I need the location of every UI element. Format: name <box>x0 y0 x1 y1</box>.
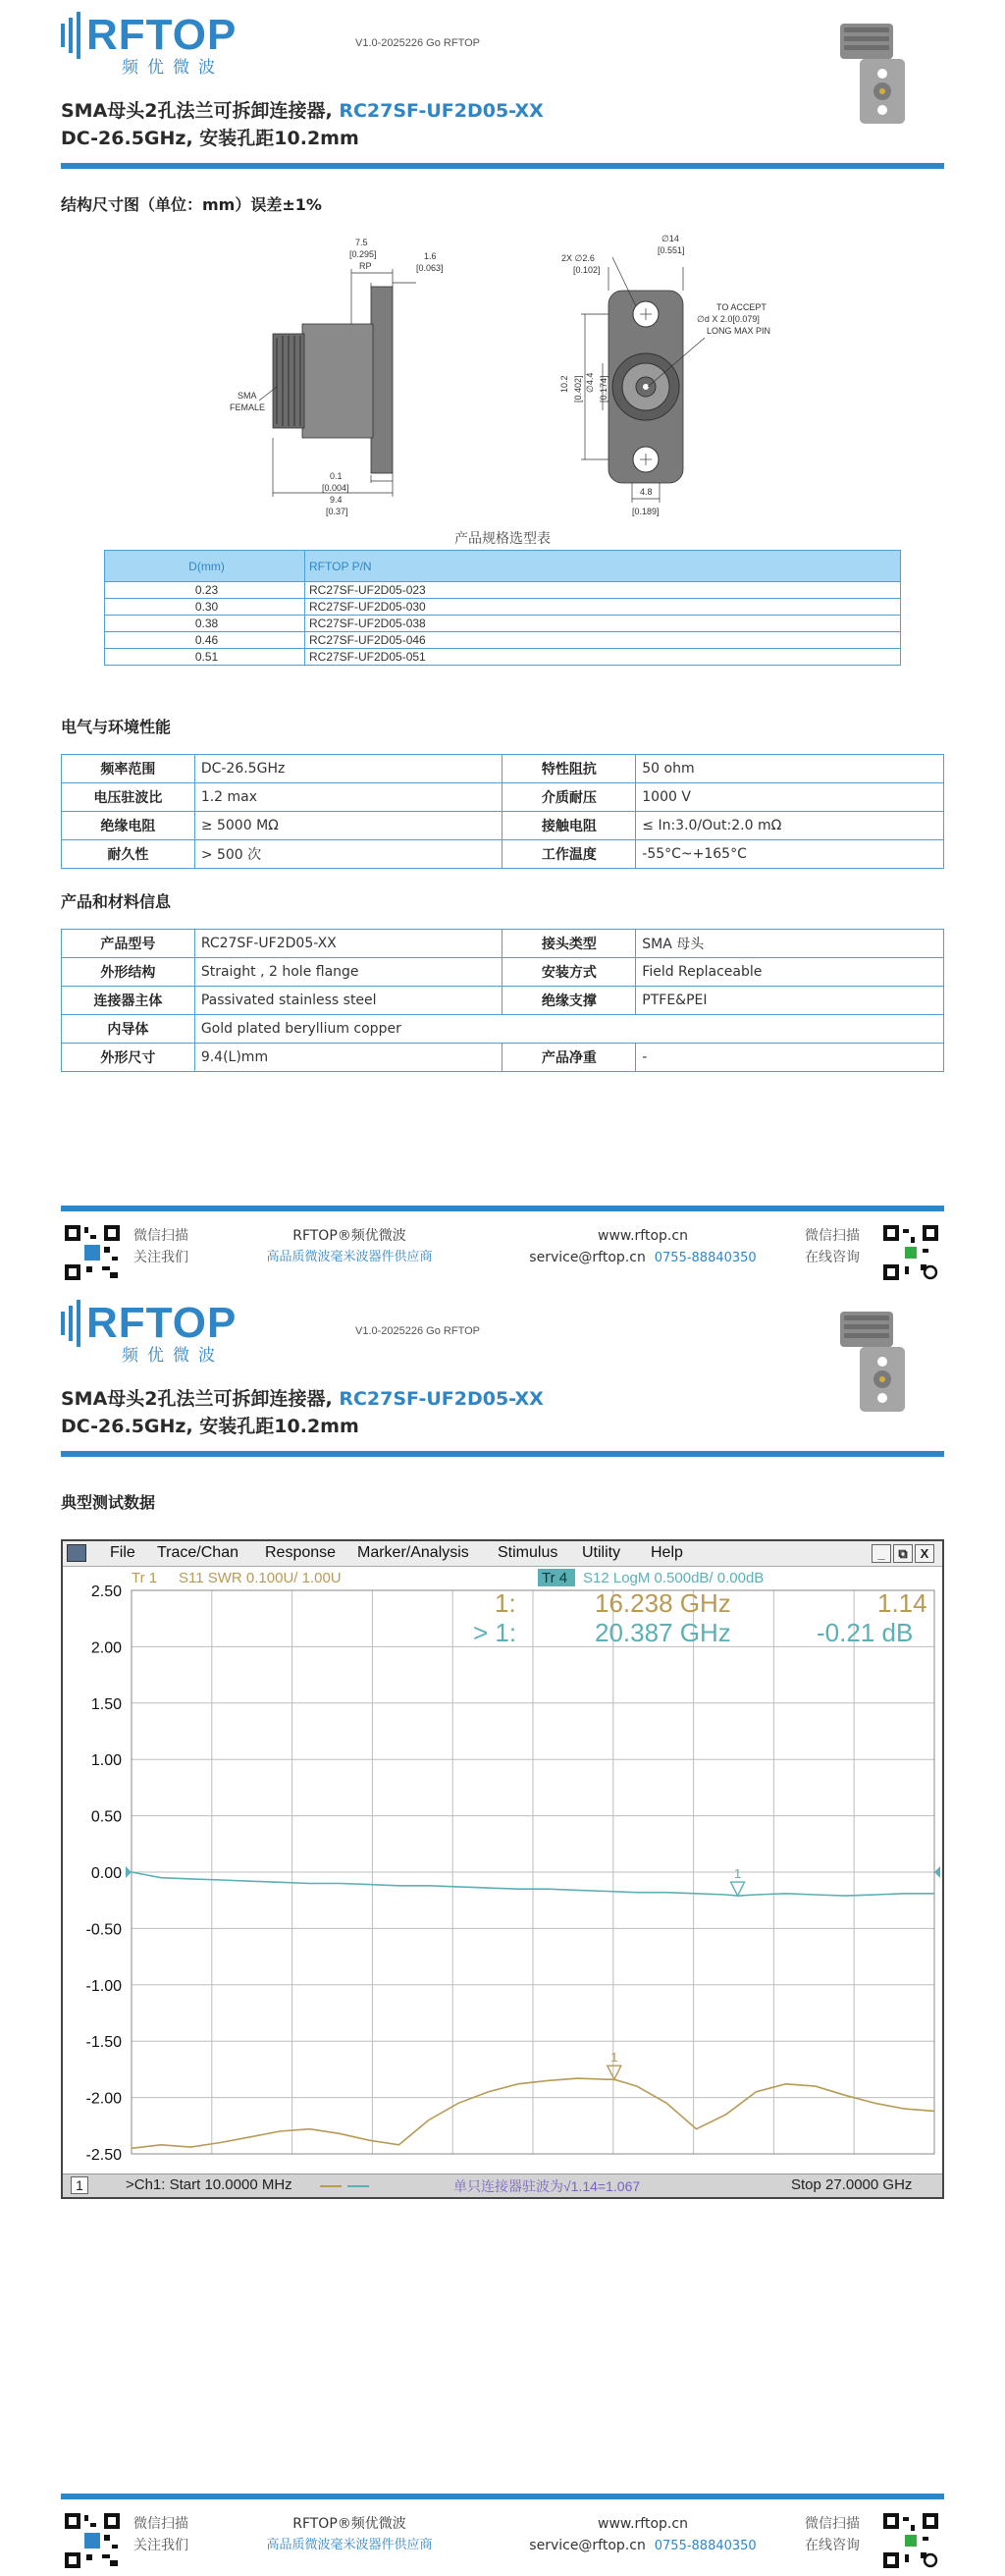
product-title: SMA母头2孔法兰可拆卸连接器, RC27SF-UF2D05-XX <box>61 1388 544 1410</box>
marker2-freq: 20.387 GHz <box>595 1618 731 1647</box>
svg-text:FEMALE: FEMALE <box>230 402 266 412</box>
svg-text:[0.004]: [0.004] <box>322 483 349 493</box>
svg-text:LONG MAX PIN: LONG MAX PIN <box>707 326 771 336</box>
svg-text:TO ACCEPT: TO ACCEPT <box>716 302 767 312</box>
svg-text:SMA: SMA <box>238 391 257 401</box>
material-table <box>61 929 944 1072</box>
table-row: 频率范围 DC-26.5GHz 特性阻抗 50 ohm <box>62 755 944 783</box>
footer-brand: RFTOP®频优微波 高品质微波毫米波器件供应商 <box>266 2516 433 2552</box>
logo-subtitle: 频优微波 <box>122 58 224 78</box>
table-row: 耐久性 > 500 次 工作温度 -55°C~+165°C <box>62 840 944 869</box>
table-row: 0.23 RC27SF-UF2D05-023 <box>105 582 901 599</box>
tr1-label: Tr 1 <box>132 1570 158 1586</box>
qr-code-right <box>881 2511 940 2570</box>
table-row: 内导体 Gold plated beryllium copper <box>62 1015 944 1044</box>
column-header: D(mm) <box>105 551 305 582</box>
header-rule <box>61 1451 944 1457</box>
svg-text:0.1: 0.1 <box>330 471 343 481</box>
vna-menubar <box>63 1541 942 1567</box>
tr4-label: Tr 4 <box>542 1570 568 1586</box>
svg-text:∅4.4: ∅4.4 <box>585 372 595 393</box>
svg-text:[0.551]: [0.551] <box>658 245 685 255</box>
svg-text:9.4: 9.4 <box>330 495 343 505</box>
svg-text:1.6: 1.6 <box>424 251 437 261</box>
vna-window <box>61 1539 944 2199</box>
footer-rule <box>61 2494 944 2499</box>
trace-legend-swatch <box>347 2185 369 2187</box>
vswr-note: 单只连接器驻波为√1.14=1.067 <box>453 2178 641 2194</box>
front-view-drawing <box>538 230 832 524</box>
y-tick-label: 0.00 <box>90 1865 122 1882</box>
vna-app-icon <box>67 1544 86 1562</box>
trace-legend-swatch <box>320 2185 342 2187</box>
table-row: 0.38 RC27SF-UF2D05-038 <box>105 616 901 632</box>
y-tick-label: -2.50 <box>85 2147 122 2164</box>
test-data-title: 典型测试数据 <box>61 1493 156 1512</box>
header-rule <box>61 163 944 169</box>
y-tick-label: 2.00 <box>90 1639 122 1657</box>
svg-text:[0.174]: [0.174] <box>599 375 608 402</box>
marker-flag-label: 1 <box>733 1866 742 1882</box>
table-row: 0.51 RC27SF-UF2D05-051 <box>105 649 901 666</box>
qr-code-left <box>63 1223 122 1282</box>
minimize-button[interactable]: _ <box>872 1544 891 1563</box>
y-tick-label: -2.00 <box>85 2090 122 2108</box>
product-image <box>832 20 911 128</box>
svg-text:7.5: 7.5 <box>355 238 368 247</box>
table-row: 0.46 RC27SF-UF2D05-046 <box>105 632 901 649</box>
table-row: 连接器主体 Passivated stainless steel 绝缘支撑 PTFE&PEI <box>62 987 944 1015</box>
channel-number: 1 <box>71 2176 88 2194</box>
svg-text:[0.402]: [0.402] <box>573 375 583 402</box>
restore-button[interactable]: ⧉ <box>893 1544 913 1563</box>
table-row: 外形结构 Straight , 2 hole flange 安装方式 Field Replaceable <box>62 958 944 987</box>
tr1-desc: S11 SWR 0.100U/ 1.00U <box>179 1570 342 1586</box>
svg-text:10.2: 10.2 <box>559 375 569 393</box>
marker2-label: > 1: <box>473 1618 517 1647</box>
svg-text:2X ∅2.6: 2X ∅2.6 <box>561 253 595 263</box>
side-view-drawing <box>224 230 469 524</box>
table-row: 产品型号 RC27SF-UF2D05-XX 接头类型 SMA 母头 <box>62 930 944 958</box>
marker1-value: 1.14 <box>877 1588 927 1618</box>
y-tick-label: -0.50 <box>85 1921 122 1939</box>
y-tick-label: -1.00 <box>85 1977 122 1995</box>
table-row: 绝缘电阻 ≥ 5000 MΩ 接触电阻 ≤ In:3.0/Out:2.0 mΩ <box>62 812 944 840</box>
tr4-desc: S12 LogM 0.500dB/ 0.00dB <box>583 1570 765 1586</box>
version-label: V1.0-2025226 Go RFTOP <box>355 1325 480 1337</box>
footer-rule <box>61 1206 944 1211</box>
footer-scan-right: 微信扫描 在线咨询 <box>805 1228 860 1265</box>
selection-caption: 产品规格选型表 <box>454 531 551 547</box>
menu-marker-analysis[interactable]: Marker/Analysis <box>357 1544 469 1561</box>
column-header: RFTOP P/N <box>305 551 901 582</box>
table-header-row <box>105 551 901 582</box>
vna-status-bar <box>63 2174 942 2197</box>
svg-text:[0.37]: [0.37] <box>326 507 348 516</box>
marker1-freq: 16.238 GHz <box>595 1588 731 1618</box>
footer-contact: www.rftop.cn service@rftop.cn 0755-88840350 <box>529 1228 757 1265</box>
structure-title: 结构尺寸图（单位：mm）误差±1% <box>61 195 322 214</box>
svg-text:RP: RP <box>359 261 372 271</box>
y-tick-label: -1.50 <box>85 2034 122 2052</box>
menu-response[interactable]: Response <box>265 1544 337 1561</box>
marker1-label: 1: <box>495 1588 516 1618</box>
footer-contact: www.rftop.cn service@rftop.cn 0755-88840350 <box>529 2516 757 2553</box>
svg-text:∅14: ∅14 <box>661 234 679 243</box>
version-label: V1.0-2025226 Go RFTOP <box>355 37 480 49</box>
footer-scan-left: 微信扫描 关注我们 <box>133 1228 188 1265</box>
product-pn: RC27SF-UF2D05-XX <box>339 1388 544 1410</box>
logo-subtitle: 频优微波 <box>122 1346 224 1366</box>
menu-utility[interactable]: Utility <box>582 1544 621 1561</box>
stop-frequency: Stop 27.0000 GHz <box>791 2176 913 2193</box>
svg-text:∅d X 2.0[0.079]: ∅d X 2.0[0.079] <box>697 314 760 324</box>
vna-plot <box>63 1567 942 2174</box>
product-pn: RC27SF-UF2D05-XX <box>339 100 544 122</box>
product-subtitle: DC-26.5GHz, 安装孔距10.2mm <box>61 1416 359 1437</box>
product-subtitle: DC-26.5GHz, 安装孔距10.2mm <box>61 128 359 149</box>
menu-help[interactable]: Help <box>651 1544 683 1561</box>
logo-text: RFTOP <box>86 11 238 59</box>
table-row: 0.30 RC27SF-UF2D05-030 <box>105 599 901 616</box>
y-tick-label: 2.50 <box>90 1583 122 1600</box>
svg-text:[0.102]: [0.102] <box>573 265 601 275</box>
table-row: 电压驻波比 1.2 max 介质耐压 1000 V <box>62 783 944 812</box>
material-title: 产品和材料信息 <box>61 892 172 911</box>
marker2-value: -0.21 dB <box>817 1618 914 1647</box>
svg-text:[0.063]: [0.063] <box>416 263 444 273</box>
close-button[interactable]: X <box>915 1544 934 1563</box>
svg-text:[0.189]: [0.189] <box>632 507 660 516</box>
svg-text:[0.295]: [0.295] <box>349 249 377 259</box>
qr-code-right <box>881 1223 940 1282</box>
menu-file[interactable]: File <box>110 1544 135 1561</box>
product-title: SMA母头2孔法兰可拆卸连接器, RC27SF-UF2D05-XX <box>61 100 544 122</box>
y-tick-label: 0.50 <box>90 1808 122 1826</box>
electrical-table <box>61 754 944 869</box>
footer-scan-right: 微信扫描 在线咨询 <box>805 2516 860 2553</box>
y-tick-label: 1.50 <box>90 1695 122 1713</box>
y-tick-label: 1.00 <box>90 1752 122 1770</box>
selection-table <box>104 550 901 666</box>
table-row: 外形尺寸 9.4(L)mm 产品净重 - <box>62 1044 944 1072</box>
svg-text:4.8: 4.8 <box>640 487 653 497</box>
product-image <box>832 1308 911 1416</box>
electrical-title: 电气与环境性能 <box>61 718 172 736</box>
qr-code-left <box>63 2511 122 2570</box>
menu-trace-chan[interactable]: Trace/Chan <box>157 1544 238 1561</box>
start-frequency: >Ch1: Start 10.0000 MHz <box>126 2176 292 2193</box>
marker-flag-label: 1 <box>610 2050 618 2066</box>
footer-scan-left: 微信扫描 关注我们 <box>133 2516 188 2553</box>
menu-stimulus[interactable]: Stimulus <box>498 1544 558 1561</box>
logo-text: RFTOP <box>86 1299 238 1347</box>
footer-brand: RFTOP®频优微波 高品质微波毫米波器件供应商 <box>266 1228 433 1264</box>
